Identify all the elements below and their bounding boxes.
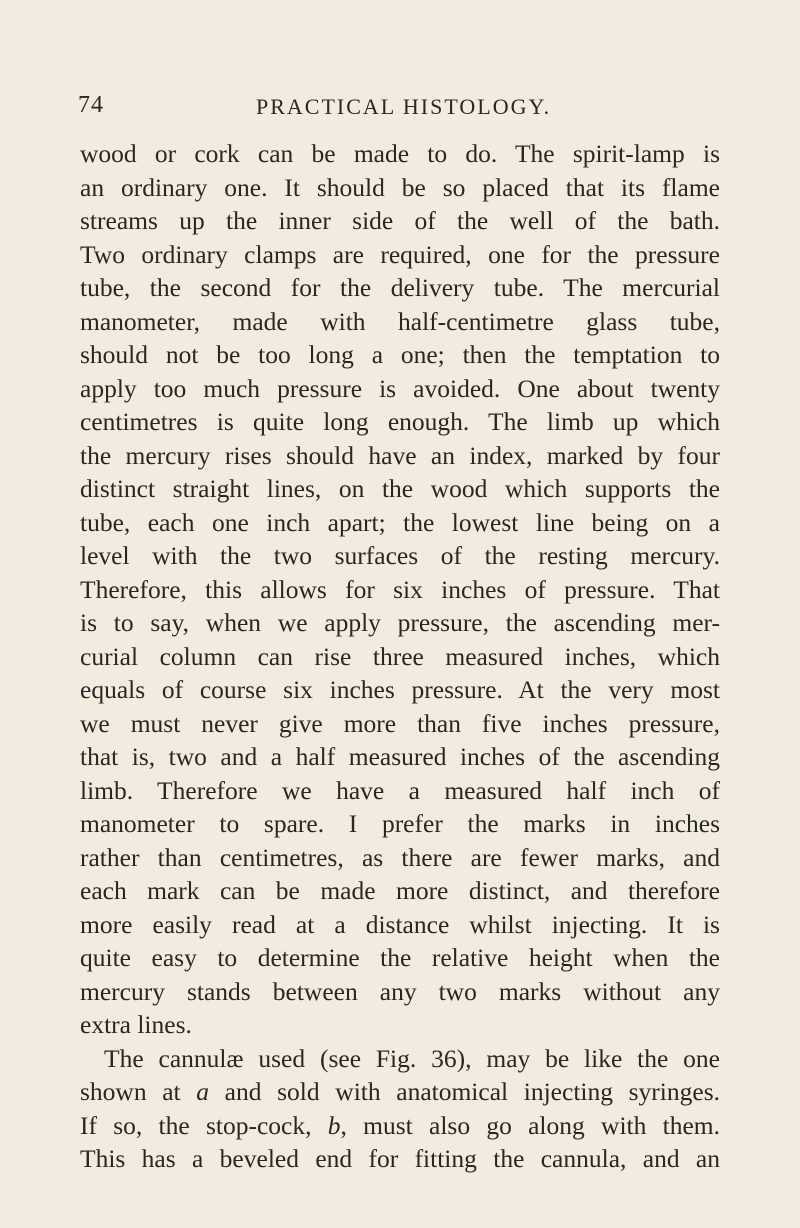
text-line: Therefore, this allows for six inches of pressure. That (80, 574, 720, 604)
text-line: mercury stands between any two marks without any (80, 976, 720, 1006)
text-segment: and sold with anatomical injecting syringes. (209, 1077, 720, 1106)
text-line: manometer to spare. I prefer the marks in inches (80, 809, 720, 838)
text-line: distinct straight lines, on the wood which supports the (80, 474, 720, 503)
text-line: apply too much pressure is avoided. One about twenty (80, 373, 720, 403)
text-line: streams up the inner side of the well of the bath. (80, 206, 720, 235)
text-line: This has a beveled end for fitting the cannula, and an (80, 1144, 720, 1173)
text-line: level with the two surfaces of the resting mercury. (80, 541, 720, 570)
running-head: PRACTICAL HISTOLOGY. (256, 94, 552, 119)
text-line: rather than centimetres, as there are fewer marks, and (80, 842, 720, 872)
figure-letter: a (196, 1077, 210, 1106)
text-line: is to say, when we apply pressure, the ascending mer- (80, 608, 720, 637)
text-line: more easily read at a distance whilst injecting. It is (80, 909, 720, 939)
text-line: curial column can rise three measured inches, which (80, 641, 720, 671)
text-line: the mercury rises should have an index, marked by four (80, 440, 720, 470)
figure-letter: b (327, 1110, 341, 1140)
text-line: should not be too long a one; then the temptation to (80, 340, 720, 369)
text-line: we must never give more than five inches pressure, (80, 708, 720, 738)
body-text (80, 137, 720, 1176)
text-line: tube, the second for the delivery tube. The mercurial (80, 273, 720, 302)
text-line (80, 1075, 720, 1109)
text-segment: shown at (80, 1077, 197, 1106)
text-segment: , must also go along with them. (340, 1110, 720, 1140)
text-line: extra lines. (80, 1010, 192, 1039)
text-line: that is, two and a half measured inches of the ascending (80, 742, 720, 771)
text-line (80, 1109, 720, 1143)
page-header (78, 92, 718, 122)
text-line: each mark can be made more distinct, and therefore (80, 876, 720, 905)
text-line: The cannulæ used (see Fig. 36), may be like the one (104, 1043, 720, 1073)
text-line: centimetres is quite long enough. The limb up which (80, 407, 720, 436)
page-number: 74 (78, 92, 104, 118)
text-line: equals of course six inches pressure. At the very most (80, 675, 720, 704)
text-segment: If so, the stop-cock, (80, 1110, 328, 1140)
text-line: manometer, made with half-centimetre glass tube, (80, 306, 720, 336)
text-line: tube, each one inch apart; the lowest line being on a (80, 507, 720, 537)
text-line: Two ordinary clamps are required, one for the pressure (80, 239, 720, 269)
text-line: quite easy to determine the relative height when the (80, 943, 720, 972)
paragraph-1 (80, 137, 720, 1042)
text-line: limb. Therefore we have a measured half inch of (80, 775, 720, 805)
paragraph-2 (80, 1042, 720, 1176)
text-line: an ordinary one. It should be so placed that its flame (80, 172, 720, 202)
text-line: wood or cork can be made to do. The spirit-lamp is (80, 139, 720, 168)
